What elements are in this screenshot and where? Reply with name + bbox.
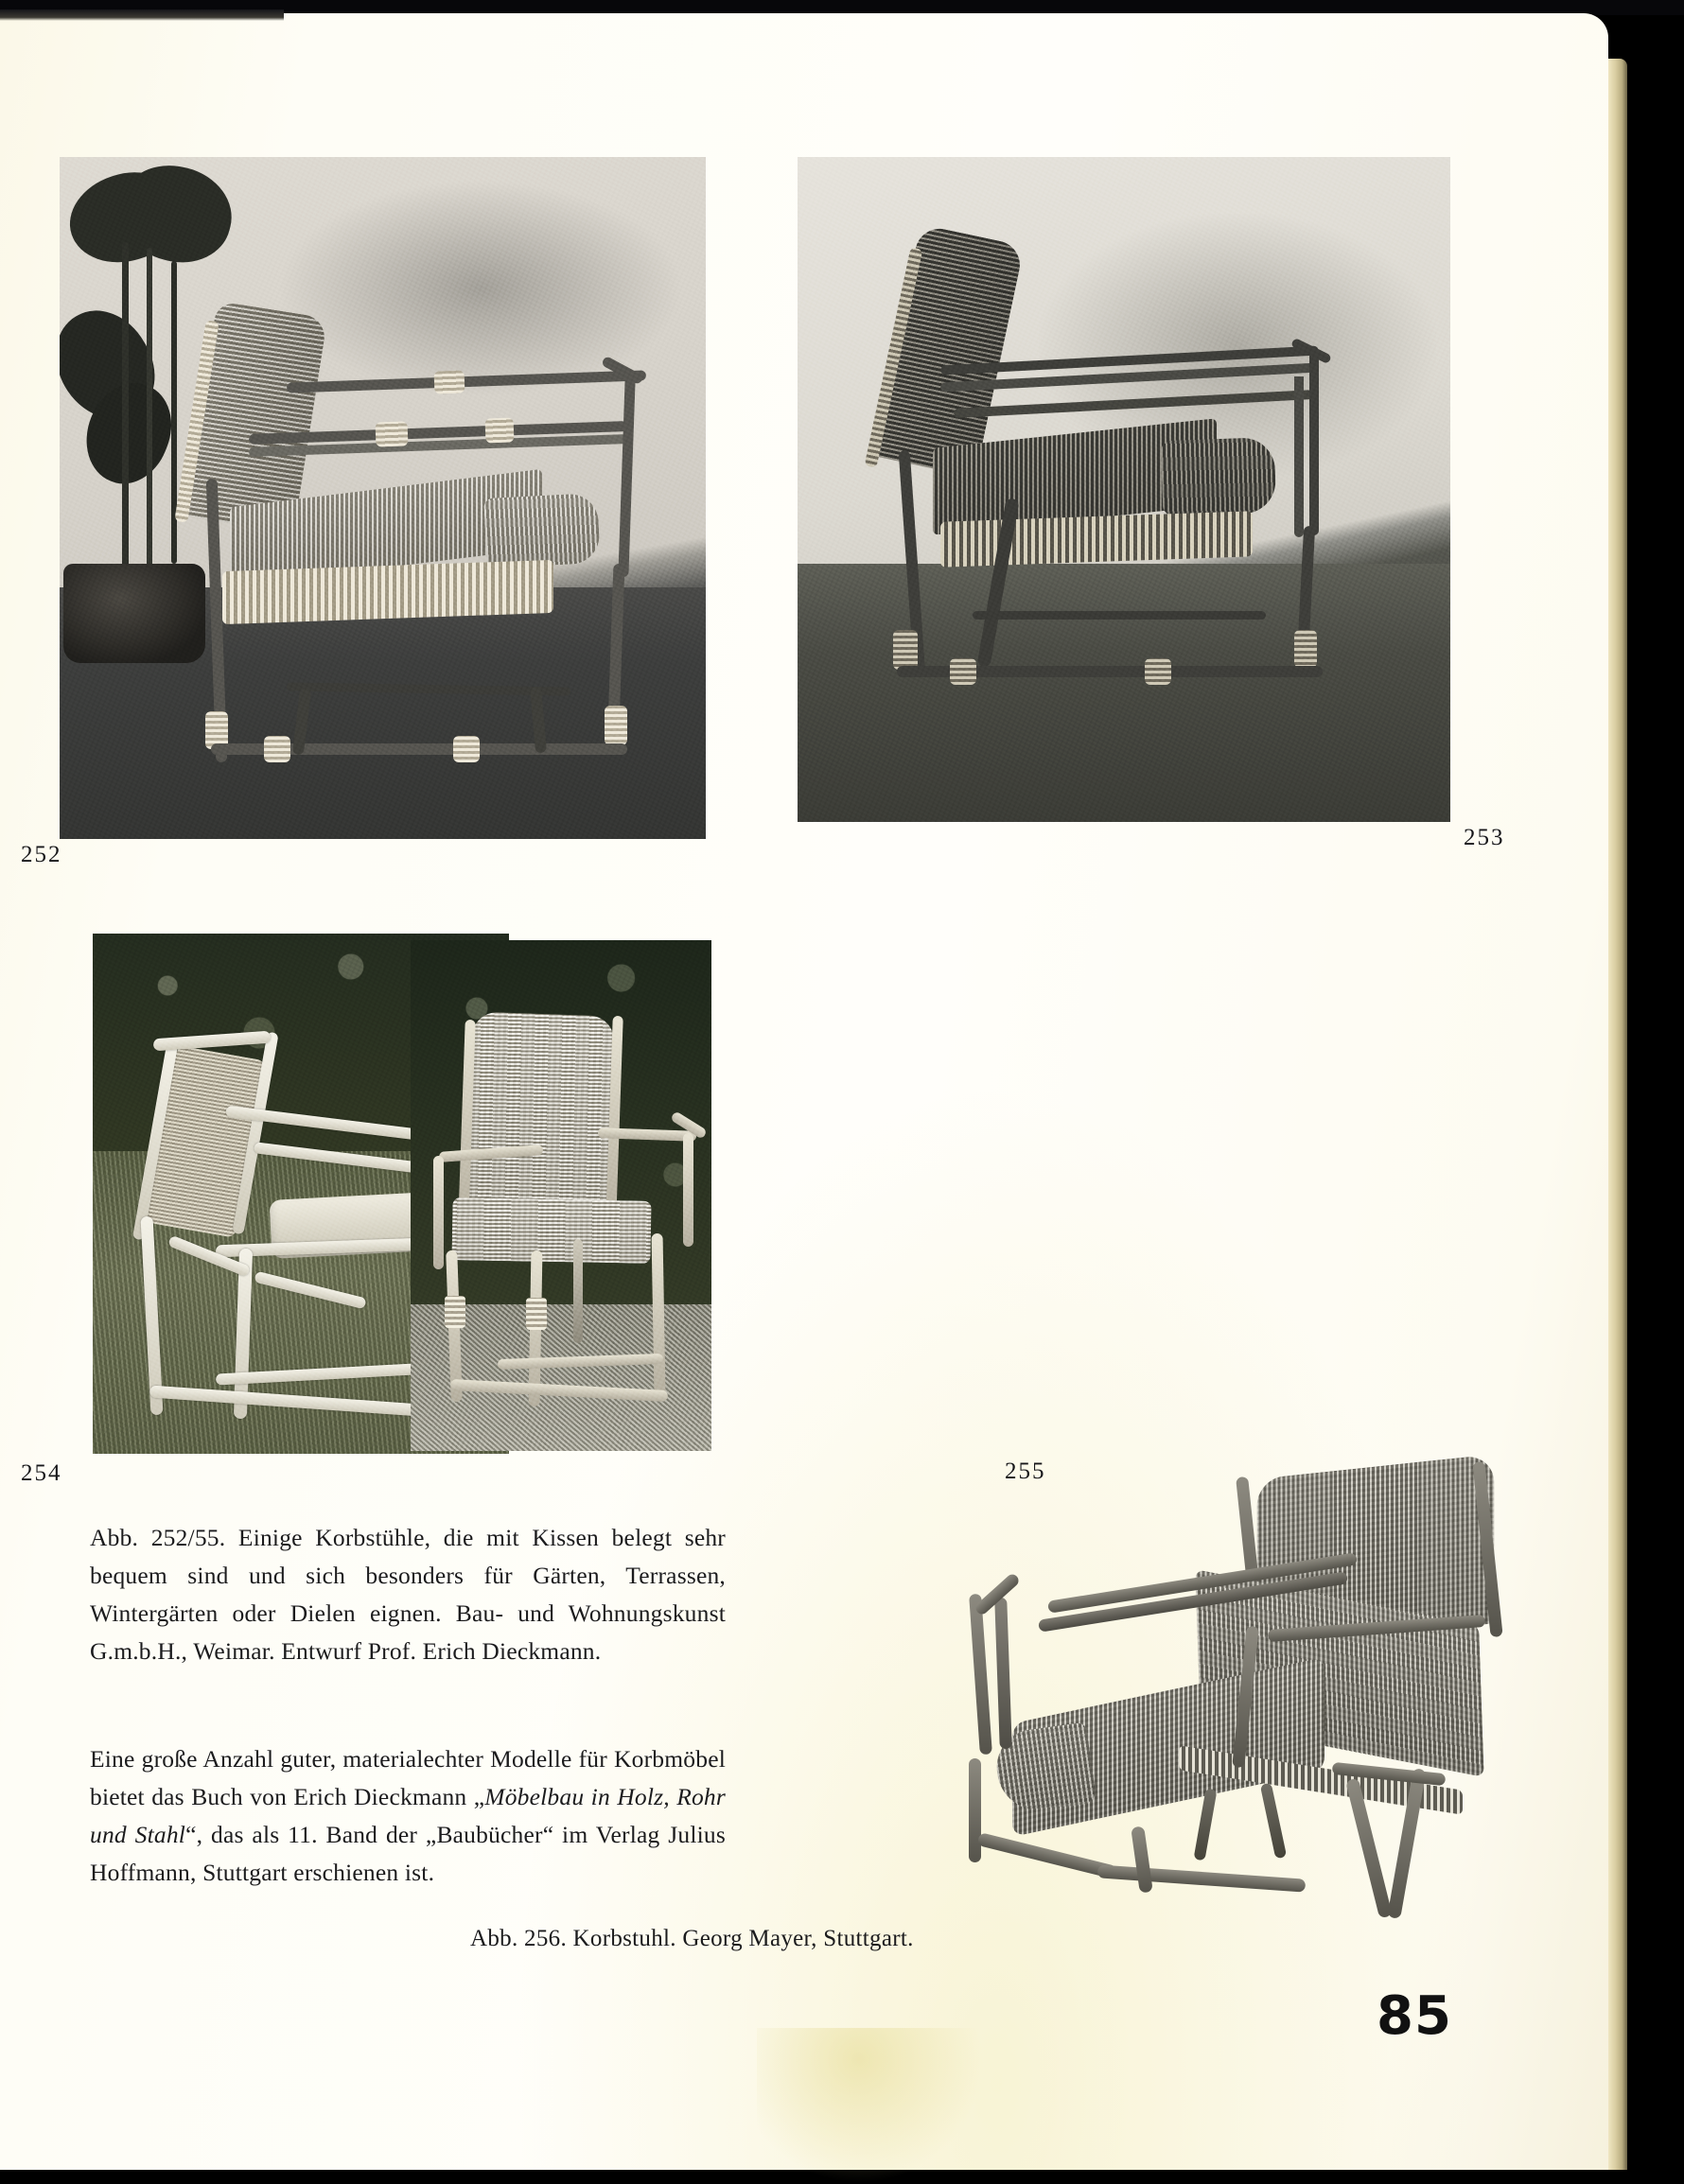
- scanner-corner-shadow: [0, 9, 284, 21]
- scanner-right-edge: [1627, 38, 1642, 2170]
- paper-stain: [757, 2028, 984, 2184]
- binding-wrap: [526, 1298, 547, 1330]
- figure-number-254: 254: [21, 1460, 62, 1486]
- binding-wrap: [445, 1296, 465, 1328]
- paragraph-part-2: , das als 11. Band der „Baubücher“ im Verlag Julius Hoffmann, Stuttgart erschienen ist.: [90, 1821, 726, 1886]
- figure-number-255: 255: [1005, 1459, 1046, 1484]
- figure-number-252: 252: [21, 842, 62, 867]
- wicker-chair-253: [850, 214, 1417, 725]
- figure-253-photograph: [798, 157, 1450, 822]
- caption-figure-256: Abb. 256. Korbstuhl. Georg Mayer, Stuttgart.: [470, 1926, 914, 1951]
- book-page-sheet: [0, 13, 1608, 2170]
- figure-number-253: 253: [1464, 825, 1505, 850]
- quote-close: “: [185, 1821, 197, 1848]
- figure-255-photograph: [411, 940, 711, 1451]
- wicker-chair-252: [173, 299, 703, 791]
- book-title-italic: Möbelbau in Holz, Rohr und Stahl: [90, 1783, 726, 1848]
- caption-figures-252-255: Abb. 252/55. Einige Korbstühle, die mit Kissen belegt sehr bequem sind und sich besonders für Gärten, Terrassen, Wintergärten oder Dielen eignen. Bau- und Wohnungskunst G.m.b.H., Weimar. Entwurf Prof. Erich Dieckmann.: [90, 1524, 726, 1665]
- paragraph-part-1: Eine große Anzahl guter, materialechter Modelle für Korbmöbel bietet das Buch von Erich Dieckmann: [90, 1745, 726, 1810]
- paragraph-book-reference: [90, 1740, 726, 1892]
- book-page-edge: [1608, 59, 1627, 2170]
- wicker-chair-255: [431, 1014, 696, 1402]
- page-number: 85: [1377, 1985, 1452, 2047]
- figure-256-photograph: [956, 1456, 1514, 1971]
- quote-open: „: [473, 1783, 485, 1810]
- figure-252-photograph: [60, 157, 706, 839]
